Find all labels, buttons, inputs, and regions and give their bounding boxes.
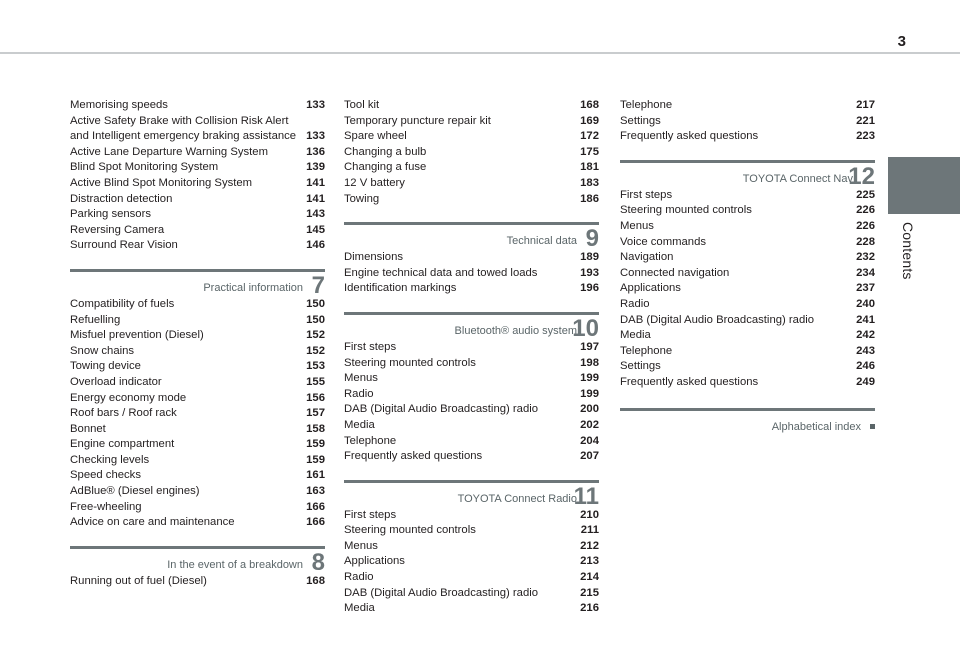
toc-entry-label: Steering mounted controls	[344, 524, 476, 537]
toc-entry-label: Active Blind Spot Monitoring System	[70, 176, 253, 189]
toc-entry-page: 213	[580, 555, 599, 568]
toc-entry-page: 186	[580, 192, 599, 205]
toc-entry-page: 200	[580, 403, 599, 416]
toc-entry-page: 141	[306, 176, 325, 189]
toc-entry-page: 204	[580, 434, 599, 447]
toc-entry-page: 152	[306, 329, 325, 342]
toc-entry-page: 242	[856, 329, 875, 342]
toc-entry-page: 155	[306, 375, 325, 388]
toc-entry-label: Free-wheeling	[70, 500, 142, 513]
toc-entry-page: 139	[306, 161, 325, 174]
toc-entry-label: First steps	[344, 340, 397, 353]
toc-entry-page: 141	[306, 192, 325, 205]
toc-entry-page: 199	[580, 372, 599, 385]
toc-entry[interactable]	[344, 266, 599, 282]
toc-entry-label: Dimensions	[344, 251, 404, 264]
toc-entry-label: Radio	[344, 387, 374, 400]
toc-entry-label: Telephone	[620, 344, 673, 357]
toc-entry-label: Roof bars / Roof rack	[70, 407, 177, 420]
toc-entry[interactable]	[620, 219, 875, 235]
toc-entry[interactable]	[70, 468, 325, 484]
header-rule	[0, 52, 960, 54]
toc-entry[interactable]	[344, 449, 599, 465]
toc-entry-label: Distraction detection	[70, 192, 173, 205]
toc-entry-label: Radio	[620, 297, 650, 310]
toc-entry-label: Navigation	[620, 251, 674, 264]
toc-entry-label: Speed checks	[70, 469, 141, 482]
toc-entry-label: Advice on care and maintenance	[70, 516, 235, 529]
toc-entry-label: Active Lane Departure Warning System	[70, 145, 268, 158]
toc-entry-page: 145	[306, 223, 325, 236]
toc-entry-page: 223	[856, 130, 875, 143]
toc-entry[interactable]	[70, 422, 325, 438]
toc-entry[interactable]	[344, 371, 599, 387]
section-number: 11	[573, 482, 599, 510]
toc-entry[interactable]	[344, 340, 599, 356]
section-rule	[620, 160, 875, 163]
toc-entry-page: 152	[306, 344, 325, 357]
toc-entry[interactable]	[620, 328, 875, 344]
toc-entry[interactable]	[70, 574, 325, 590]
toc-column-3	[620, 98, 875, 436]
toc-entry-page: 198	[580, 356, 599, 369]
toc-entry-label: Media	[344, 602, 375, 615]
toc-entry[interactable]	[620, 114, 875, 130]
toc-entry-label: Connected navigation	[620, 266, 730, 279]
toc-entry[interactable]	[620, 235, 875, 251]
toc-entry-page: 159	[306, 438, 325, 451]
toc-entry[interactable]	[620, 281, 875, 297]
toc-entry-page: 237	[856, 282, 875, 295]
toc-entry[interactable]	[344, 98, 599, 114]
section-title[interactable]: Alphabetical index	[771, 420, 861, 433]
toc-entry-page: 143	[306, 208, 325, 221]
toc-entry[interactable]	[344, 250, 599, 266]
toc-entry[interactable]	[620, 188, 875, 204]
toc-entry[interactable]	[620, 129, 875, 145]
toc-entry-label: Checking levels	[70, 453, 150, 466]
section-rule	[344, 222, 599, 225]
toc-entry-page: 189	[580, 251, 599, 264]
toc-entry-page: 199	[580, 387, 599, 400]
toc-entry-label: Radio	[344, 571, 374, 584]
toc-entry-label: DAB (Digital Audio Broadcasting) radio	[344, 586, 539, 599]
toc-entry-page: 161	[306, 469, 325, 482]
toc-entry-page: 212	[580, 539, 599, 552]
toc-entry[interactable]	[70, 297, 325, 313]
toc-entry-label: Menus	[344, 539, 378, 552]
section-number: 9	[585, 225, 599, 253]
toc-entry-page: 166	[306, 500, 325, 513]
toc-entry-label: 12 V battery	[344, 176, 405, 189]
toc-entry[interactable]	[344, 523, 599, 539]
toc-entry[interactable]	[344, 402, 599, 418]
toc-entry-page: 243	[856, 344, 875, 357]
toc-entry-page: 196	[580, 282, 599, 295]
toc-entry-label: Bonnet	[70, 422, 106, 435]
toc-entry[interactable]	[344, 176, 599, 192]
toc-entry-page: 136	[306, 145, 325, 158]
toc-entry-label: Refuelling	[70, 313, 121, 326]
toc-entry-page: 214	[580, 571, 599, 584]
toc-entry-label: Identification markings	[344, 282, 457, 295]
section-header	[70, 266, 325, 299]
section-title[interactable]: In the event of a breakdown	[167, 558, 303, 571]
toc-entry[interactable]	[70, 453, 325, 469]
toc-entry[interactable]	[620, 203, 875, 219]
toc-entry[interactable]	[70, 192, 325, 208]
toc-entry[interactable]	[620, 98, 875, 114]
section-title[interactable]: TOYOTA Connect Radio	[457, 492, 577, 505]
toc-entry-label: Applications	[620, 282, 681, 295]
section-header	[344, 477, 599, 510]
toc-entry-page: 193	[580, 266, 599, 279]
toc-entry-label: Towing	[344, 192, 380, 205]
toc-entry[interactable]	[620, 250, 875, 266]
toc-entry-label: Steering mounted controls	[344, 356, 476, 369]
section-number: 10	[572, 314, 599, 342]
toc-entry[interactable]	[344, 554, 599, 570]
toc-entry-page: 240	[856, 297, 875, 310]
toc-entry-label: Memorising speeds	[70, 99, 168, 111]
toc-entry-page: 217	[856, 99, 875, 111]
toc-entry-label: First steps	[620, 188, 673, 201]
toc-entry-page: 216	[580, 602, 599, 615]
toc-entry[interactable]	[344, 601, 599, 617]
section-header	[344, 219, 599, 253]
toc-entry-page: 210	[580, 508, 599, 521]
toc-entry-label: Telephone	[344, 434, 397, 447]
toc-entry-page: 166	[306, 516, 325, 529]
contents-tab-label: Contents	[900, 222, 916, 280]
toc-entry-label: Changing a fuse	[344, 161, 427, 174]
toc-entry-page: 225	[856, 188, 875, 201]
toc-entry[interactable]	[70, 238, 325, 254]
toc-entry[interactable]	[70, 176, 325, 192]
toc-entry-label: Towing device	[70, 360, 141, 373]
toc-entry-page: 181	[580, 161, 599, 174]
toc-entry[interactable]	[70, 145, 325, 161]
toc-entry[interactable]	[344, 539, 599, 555]
toc-entry-page: 241	[856, 313, 875, 326]
section-rule	[70, 269, 325, 272]
toc-entry-page: 197	[580, 340, 599, 353]
toc-entry-label: Energy economy mode	[70, 391, 187, 404]
toc-entry-label: Frequently asked questions	[344, 450, 483, 463]
section-header	[344, 309, 599, 342]
toc-entry-page: 172	[580, 130, 599, 143]
section-title[interactable]: Technical data	[506, 235, 577, 248]
toc-entry-label: AdBlue® (Diesel engines)	[70, 485, 200, 498]
toc-entry[interactable]	[344, 434, 599, 450]
toc-entry-label: Frequently asked questions	[620, 375, 759, 388]
section-number: 8	[311, 548, 325, 576]
toc-entry-label: Misfuel prevention (Diesel)	[70, 329, 204, 342]
toc-entry-label: Telephone	[620, 99, 673, 111]
toc-entry-page: 228	[856, 235, 875, 248]
toc-entry-page: 215	[580, 586, 599, 599]
section-rule	[344, 312, 599, 315]
section-number: 7	[311, 271, 325, 299]
toc-entry-page: 168	[306, 574, 325, 587]
toc-entry[interactable]	[620, 297, 875, 313]
toc-entry-page: 156	[306, 391, 325, 404]
square-marker-icon	[870, 424, 875, 429]
toc-entry-page: 226	[856, 204, 875, 217]
toc-entry[interactable]	[620, 266, 875, 282]
toc-entry-label: Applications	[344, 555, 405, 568]
section-title[interactable]: TOYOTA Connect Nav	[742, 172, 853, 185]
toc-entry-label: Tool kit	[344, 99, 380, 111]
section-header	[70, 543, 325, 576]
toc-entry-label: Engine technical data and towed loads	[344, 266, 538, 279]
toc-entry[interactable]	[70, 98, 325, 114]
toc-entry-label: DAB (Digital Audio Broadcasting) radio	[620, 313, 815, 326]
toc-entry[interactable]	[344, 356, 599, 372]
toc-entry-page: 207	[580, 450, 599, 463]
toc-entry-page: 232	[856, 251, 875, 264]
toc-entry-page: 246	[856, 360, 875, 373]
section-number: 12	[848, 162, 875, 190]
toc-entry[interactable]	[70, 328, 325, 344]
toc-entry-page: 202	[580, 418, 599, 431]
section-header	[620, 157, 875, 190]
toc-entry-label: Voice commands	[620, 235, 707, 248]
toc-entry-label: Surround Rear Vision	[70, 239, 178, 252]
toc-entry-label: Menus	[620, 219, 654, 232]
section-rule	[70, 546, 325, 549]
toc-entry-page: 169	[580, 114, 599, 127]
toc-entry-page: 226	[856, 219, 875, 232]
toc-entry-label: Settings	[620, 114, 661, 127]
toc-entry[interactable]	[344, 145, 599, 161]
toc-entry-label: Running out of fuel (Diesel)	[70, 574, 207, 587]
toc-entry-label: First steps	[344, 508, 397, 521]
toc-entry[interactable]	[70, 359, 325, 375]
toc-entry-page: 133	[306, 99, 325, 111]
toc-entry[interactable]	[70, 406, 325, 422]
toc-entry[interactable]	[344, 192, 599, 208]
toc-entry[interactable]	[620, 375, 875, 391]
toc-entry-page: 150	[306, 313, 325, 326]
toc-entry-label: Reversing Camera	[70, 223, 165, 236]
toc-entry[interactable]	[620, 344, 875, 360]
toc-entry-label: Media	[344, 418, 375, 431]
toc-entry-label: Temporary puncture repair kit	[344, 114, 491, 127]
toc-entry-page: 183	[580, 176, 599, 189]
toc-entry-page: 133	[306, 130, 325, 143]
toc-column-2	[344, 98, 599, 617]
page-number: 3	[897, 33, 906, 50]
toc-entry-page: 211	[580, 524, 599, 537]
toc-entry[interactable]	[70, 114, 325, 145]
section-title[interactable]: Practical information	[203, 281, 303, 294]
toc-entry-label: Menus	[344, 372, 378, 385]
toc-entry[interactable]	[70, 344, 325, 360]
toc-entry-label: Media	[620, 329, 651, 342]
toc-entry[interactable]	[344, 281, 599, 297]
toc-entry-page: 150	[306, 297, 325, 310]
toc-entry-label: Compatibility of fuels	[70, 297, 175, 310]
toc-entry-page: 153	[306, 360, 325, 373]
toc-entry[interactable]	[344, 114, 599, 130]
toc-entry-page: 175	[580, 145, 599, 158]
toc-entry-label: Frequently asked questions	[620, 130, 759, 143]
toc-entry[interactable]	[70, 207, 325, 223]
toc-entry[interactable]	[344, 387, 599, 403]
toc-entry-page: 163	[306, 485, 325, 498]
section-title[interactable]: Bluetooth® audio system	[454, 324, 577, 337]
toc-entry[interactable]	[70, 313, 325, 329]
toc-entry[interactable]	[620, 359, 875, 375]
toc-entry[interactable]	[344, 160, 599, 176]
toc-entry[interactable]	[70, 375, 325, 391]
toc-entry-label: Engine compartment	[70, 438, 175, 451]
toc-entry[interactable]	[70, 160, 325, 176]
toc-entry-label: Settings	[620, 360, 661, 373]
toc-entry[interactable]	[344, 570, 599, 586]
toc-entry-label: Changing a bulb	[344, 145, 427, 158]
toc-entry[interactable]	[70, 500, 325, 516]
toc-entry[interactable]	[344, 508, 599, 524]
toc-entry-page: 146	[306, 239, 325, 252]
toc-entry[interactable]	[70, 515, 325, 531]
toc-entry-label: Steering mounted controls	[620, 204, 752, 217]
toc-entry-page: 157	[306, 407, 325, 420]
section-rule	[620, 408, 875, 411]
toc-entry-label: Parking sensors	[70, 208, 151, 221]
contents-tab-block	[888, 157, 960, 214]
toc-entry-page: 168	[580, 99, 599, 111]
toc-entry-label: Blind Spot Monitoring System	[70, 161, 219, 174]
toc-entry[interactable]	[70, 391, 325, 407]
toc-entry-label: Active Safety Brake with Collision Risk Alert and Intelligent emergency braking assistance	[70, 114, 297, 143]
toc-entry-page: 234	[856, 266, 875, 279]
toc-entry-page: 158	[306, 422, 325, 435]
toc-entry-page: 159	[306, 453, 325, 466]
toc-entry[interactable]	[344, 586, 599, 602]
toc-entry[interactable]	[620, 313, 875, 329]
toc-entry[interactable]	[70, 484, 325, 500]
toc-entry-label: Snow chains	[70, 344, 135, 357]
section-rule	[344, 480, 599, 483]
toc-entry-label: Spare wheel	[344, 130, 407, 143]
toc-entry[interactable]	[344, 129, 599, 145]
toc-entry-label: DAB (Digital Audio Broadcasting) radio	[344, 403, 539, 416]
toc-entry-page: 249	[856, 375, 875, 388]
toc-column-1	[70, 98, 325, 589]
toc-entry[interactable]	[70, 437, 325, 453]
toc-entry[interactable]	[344, 418, 599, 434]
toc-entry-label: Overload indicator	[70, 375, 162, 388]
section-header	[620, 405, 875, 435]
toc-entry-page: 221	[856, 114, 875, 127]
toc-entry[interactable]	[70, 223, 325, 239]
